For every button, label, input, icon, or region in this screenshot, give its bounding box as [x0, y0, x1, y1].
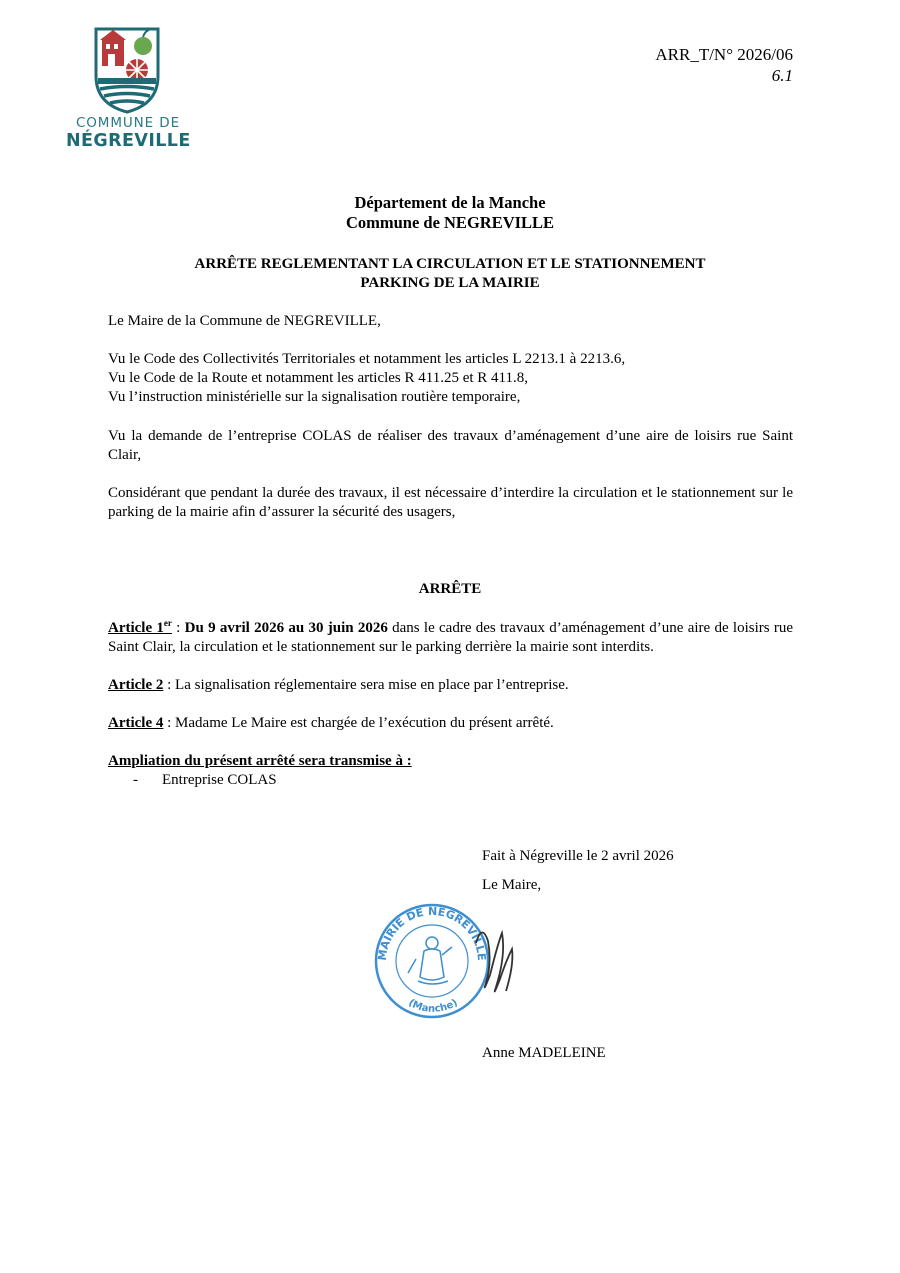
article-1: Article 1er : Du 9 avril 2026 au 30 juin 2026 dans le cadre des travaux d’aménagement d’une aire de loisirs rue Saint Clair, la circulation et le stationnement sur le parking derrière la mairie sont interdits. — [108, 618, 793, 655]
considerant-paragraph: Considérant que pendant la durée des travaux, il est nécessaire d’interdire la circulation et le stationnement sur le parking de la mairie afin d’assurer la sécurité des usagers, — [108, 485, 793, 520]
official-stamp — [368, 903, 528, 1025]
article-4-text: : Madame Le Maire est chargée de l’exécution du présent arrêté. — [163, 715, 554, 731]
vu-line-2: Vu le Code de la Route et notamment les articles R 411.25 et R 411.8, — [108, 370, 528, 386]
article-2 — [108, 676, 793, 695]
logo-line-commune: COMMUNE DE — [75, 115, 181, 131]
reference-number: ARR_T/N° 2026/06 — [655, 45, 793, 64]
article-1-label: Article 1er — [108, 618, 172, 636]
article-4-label: Article 4 — [108, 715, 164, 731]
commune-logo — [66, 26, 190, 158]
logo-emblem-icon — [93, 26, 161, 114]
title-line-2: PARKING DE LA MAIRIE — [360, 275, 540, 291]
reference-block — [655, 44, 793, 86]
intro-paragraph: Le Maire de la Commune de NEGREVILLE, — [108, 313, 381, 329]
document-title — [0, 255, 900, 293]
svg-text:MAIRIE DE NÉGREVILLE: MAIRIE DE NÉGREVILLE — [375, 904, 489, 962]
vu-demande-paragraph: Vu la demande de l’entreprise COLAS de réaliser des travaux d’aménagement d’une aire de loisirs rue Saint Clair, — [108, 428, 793, 463]
signature-place-date: Fait à Négreville le 2 avril 2026 — [482, 848, 674, 864]
article-2-label: Article 2 — [108, 677, 164, 693]
article-4 — [108, 714, 793, 733]
article-1-text: dans le cadre des travaux d’aménagement d’une aire de loisirs rue Saint Clair, la circulation et le stationnement sur le parking derrière la mairie sont interdits. — [108, 620, 793, 655]
title-line-1: ARRÊTE REGLEMENTANT LA CIRCULATION ET LE STATIONNEMENT — [194, 256, 706, 272]
ampliation-heading: Ampliation du présent arrêté sera transmise à : — [108, 753, 412, 769]
vu-line-3: Vu l’instruction ministérielle sur la signalisation routière temporaire, — [108, 389, 521, 405]
svg-text:(Manche): (Manche) — [406, 997, 460, 1015]
list-item: - Entreprise COLAS — [133, 772, 277, 788]
article-2-text: : La signalisation réglementaire sera mise en place par l’entreprise. — [163, 677, 569, 693]
recipient-list — [133, 771, 277, 790]
department-name: Département de la Manche — [354, 193, 546, 212]
signature-role: Le Maire, — [482, 877, 542, 893]
vu-line-1: Vu le Code des Collectivités Territoriales et notamment les articles L 2213.1 à 2213.6, — [108, 351, 626, 367]
logo-line-name: NÉGREVILLE — [66, 131, 191, 151]
vu-block — [108, 350, 793, 407]
arrete-heading: ARRÊTE — [418, 581, 482, 597]
article-1-dates: Du 9 avril 2026 au 30 juin 2026 — [184, 620, 388, 636]
reference-version: 6.1 — [771, 66, 793, 85]
commune-name: Commune de NEGREVILLE — [345, 213, 555, 232]
mayor-name: Anne MADELEINE — [482, 1045, 606, 1061]
department-header — [0, 193, 900, 233]
mairie-stamp-icon — [368, 903, 528, 1025]
